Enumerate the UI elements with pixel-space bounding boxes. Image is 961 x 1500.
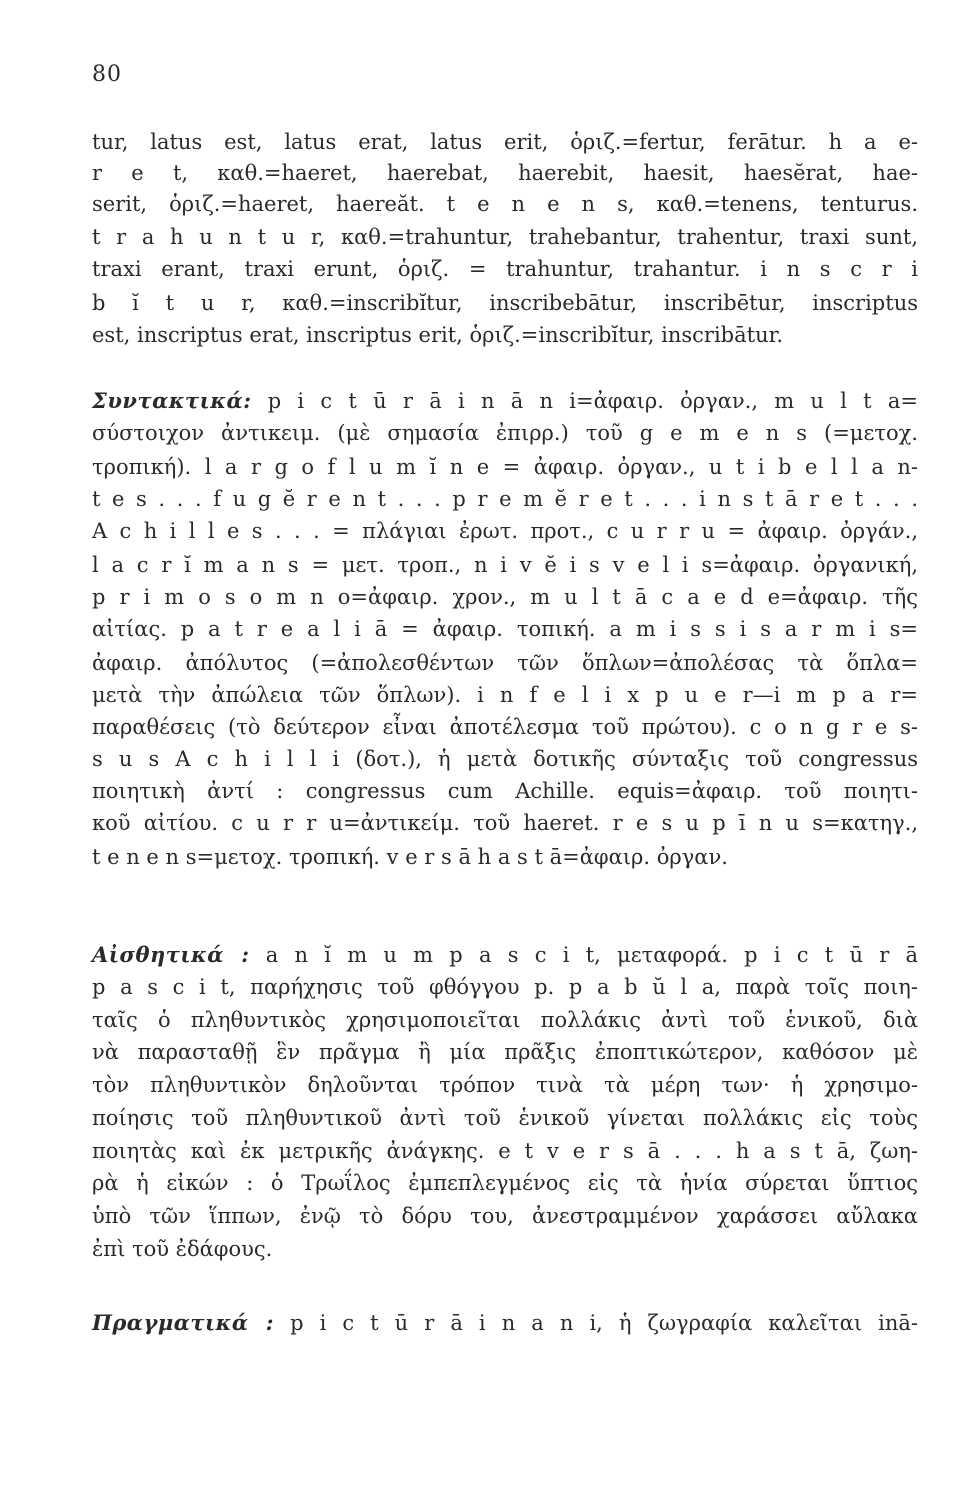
text-line: ὑπὸ τῶν ἵππων, ἐνῷ τὸ δόρυ του, ἀνεστραμμένον χαράσσει αὔλακα bbox=[92, 1204, 918, 1228]
section-heading-syntaktika: Συντακτικά: bbox=[92, 388, 252, 413]
text-line: A c h i l l e s . . . = πλάγιαι ἐρωτ. προτ., c u r r u = ἀφαιρ. ὀργάν., bbox=[92, 519, 918, 543]
text-line: ἀφαιρ. ἀπόλυτος (=ἀπολεσθέντων τῶν ὅπλων=ἀπολέσας τὰ ὅπλα= bbox=[92, 651, 918, 675]
text-line: traxi erant, traxi erunt, ὁριζ. = trahuntur, trahantur. i n s c r i bbox=[92, 257, 918, 281]
text-line: παραθέσεις (τὸ δεύτερον εἶναι ἀποτέλεσμα τοῦ πρώτου). c o n g r e s- bbox=[92, 715, 918, 739]
text-line: b ĭ t u r, καθ.=inscribĭtur, inscribebātur, inscribētur, inscriptus bbox=[92, 291, 918, 315]
text-line bbox=[92, 940, 918, 970]
text-line: ποίησις τοῦ πληθυντικοῦ ἀντὶ τοῦ ἑνικοῦ γίνεται πολλάκις εἰς τοὺς bbox=[92, 1106, 918, 1130]
page-number: 80 bbox=[92, 62, 122, 87]
text-line bbox=[92, 386, 918, 416]
text-line: τροπική). l a r g o f l u m ĭ n e = ἀφαιρ. ὀργαν., u t i b e l l a n- bbox=[92, 455, 918, 479]
text-line bbox=[92, 1308, 918, 1338]
text-line: ρὰ ἡ εἰκών : ὁ Τρωΐλος ἐμπεπλεγμένος εἰς τὰ ἡνία σύρεται ὕπτιος bbox=[92, 1171, 918, 1195]
text-line: t e n e n s=μετοχ. τροπική. v e r s ā h a s t ā=ἀφαιρ. ὀργαν. bbox=[92, 845, 728, 869]
text-line: t r a h u n t u r, καθ.=trahuntur, trahebantur, trahentur, traxi sunt, bbox=[92, 225, 918, 249]
line-text: p i c t ū r ā i n a n i, ἡ ζωγραφία καλεῖται inā- bbox=[290, 1311, 918, 1335]
text-line: αἰτίας. p a t r e a l i ā = ἀφαιρ. τοπική. a m i s s i s a r m i s= bbox=[92, 617, 918, 641]
text-line: r e t, καθ.=haeret, haerebat, haerebit, haesit, haesĕrat, hae- bbox=[92, 161, 918, 185]
text-line: tur, latus est, latus erat, latus erit, ὁριζ.=fertur, ferātur. h a e- bbox=[92, 130, 918, 154]
text-line: ἐπὶ τοῦ ἐδάφους. bbox=[92, 1237, 273, 1261]
text-line: ταῖς ὁ πληθυντικὸς χρησιμοποιεῖται πολλάκις ἀντὶ τοῦ ἑνικοῦ, διὰ bbox=[92, 1008, 918, 1032]
text-line: τὸν πληθυντικὸν δηλοῦνται τρόπον τινὰ τὰ μέρη των· ἡ χρησιμο- bbox=[92, 1073, 918, 1097]
text-line: s u s A c h i l l i (δοτ.), ἡ μετὰ δοτικῆς σύνταξις τοῦ congressus bbox=[92, 747, 918, 771]
text-line: ποιητικὴ ἀντί : congressus cum Achille. equis=ἀφαιρ. τοῦ ποιητι- bbox=[92, 779, 918, 803]
text-line: l a c r ĭ m a n s = μετ. τροπ., n i v ĕ i s v e l i s=ἀφαιρ. ὀργανική, bbox=[92, 553, 918, 577]
text-line: p a s c i t, παρήχησις τοῦ φθόγγου p. p a b ŭ l a, παρὰ τοῖς ποιη- bbox=[92, 975, 918, 999]
section-heading-pragmatika: Πραγματικά : bbox=[92, 1310, 274, 1335]
text-line: μετὰ τὴν ἀπώλεια τῶν ὅπλων). i n f e l i x p u e r—i m p a r= bbox=[92, 683, 918, 707]
text-line: t e s . . . f u g ĕ r e n t . . . p r e m ĕ r e t . . . i n s t ā r e t . . . bbox=[92, 487, 918, 511]
text-line: σύστοιχον ἀντικειμ. (μὲ σημασία ἐπιρρ.) τοῦ g e m e n s (=μετοχ. bbox=[92, 421, 918, 445]
text-line: νὰ παρασταθῇ ἓν πρᾶγμα ἢ μία πρᾶξις ἐποπτικώτερον, καθόσον μὲ bbox=[92, 1040, 918, 1064]
text-line: p r i m o s o m n o=ἀφαιρ. χρον., m u l t ā c a e d e=ἀφαιρ. τῆς bbox=[92, 585, 918, 609]
text-line: est, inscriptus erat, inscriptus erit, ὁριζ.=inscribĭtur, inscribātur. bbox=[92, 323, 784, 347]
line-text: a n ĭ m u m p a s c i t, μεταφορά. p i c t ū r ā bbox=[265, 943, 919, 967]
text-line: ποιητὰς καὶ ἐκ μετρικῆς ἀνάγκης. e t v e r s ā . . . h a s t ā, ζωη- bbox=[92, 1139, 918, 1163]
text-line: κοῦ αἰτίου. c u r r u=ἀντικείμ. τοῦ haeret. r e s u p ī n u s=κατηγ., bbox=[92, 811, 918, 835]
line-text: p i c t ū r ā i n ā n i=ἀφαιρ. ὀργαν., m u l t a= bbox=[267, 389, 918, 413]
text-line: serit, ὁριζ.=haeret, haereăt. t e n e n s, καθ.=tenens, tenturus. bbox=[92, 192, 918, 216]
section-heading-aisthetika: Αἰσθητικά : bbox=[92, 942, 250, 967]
